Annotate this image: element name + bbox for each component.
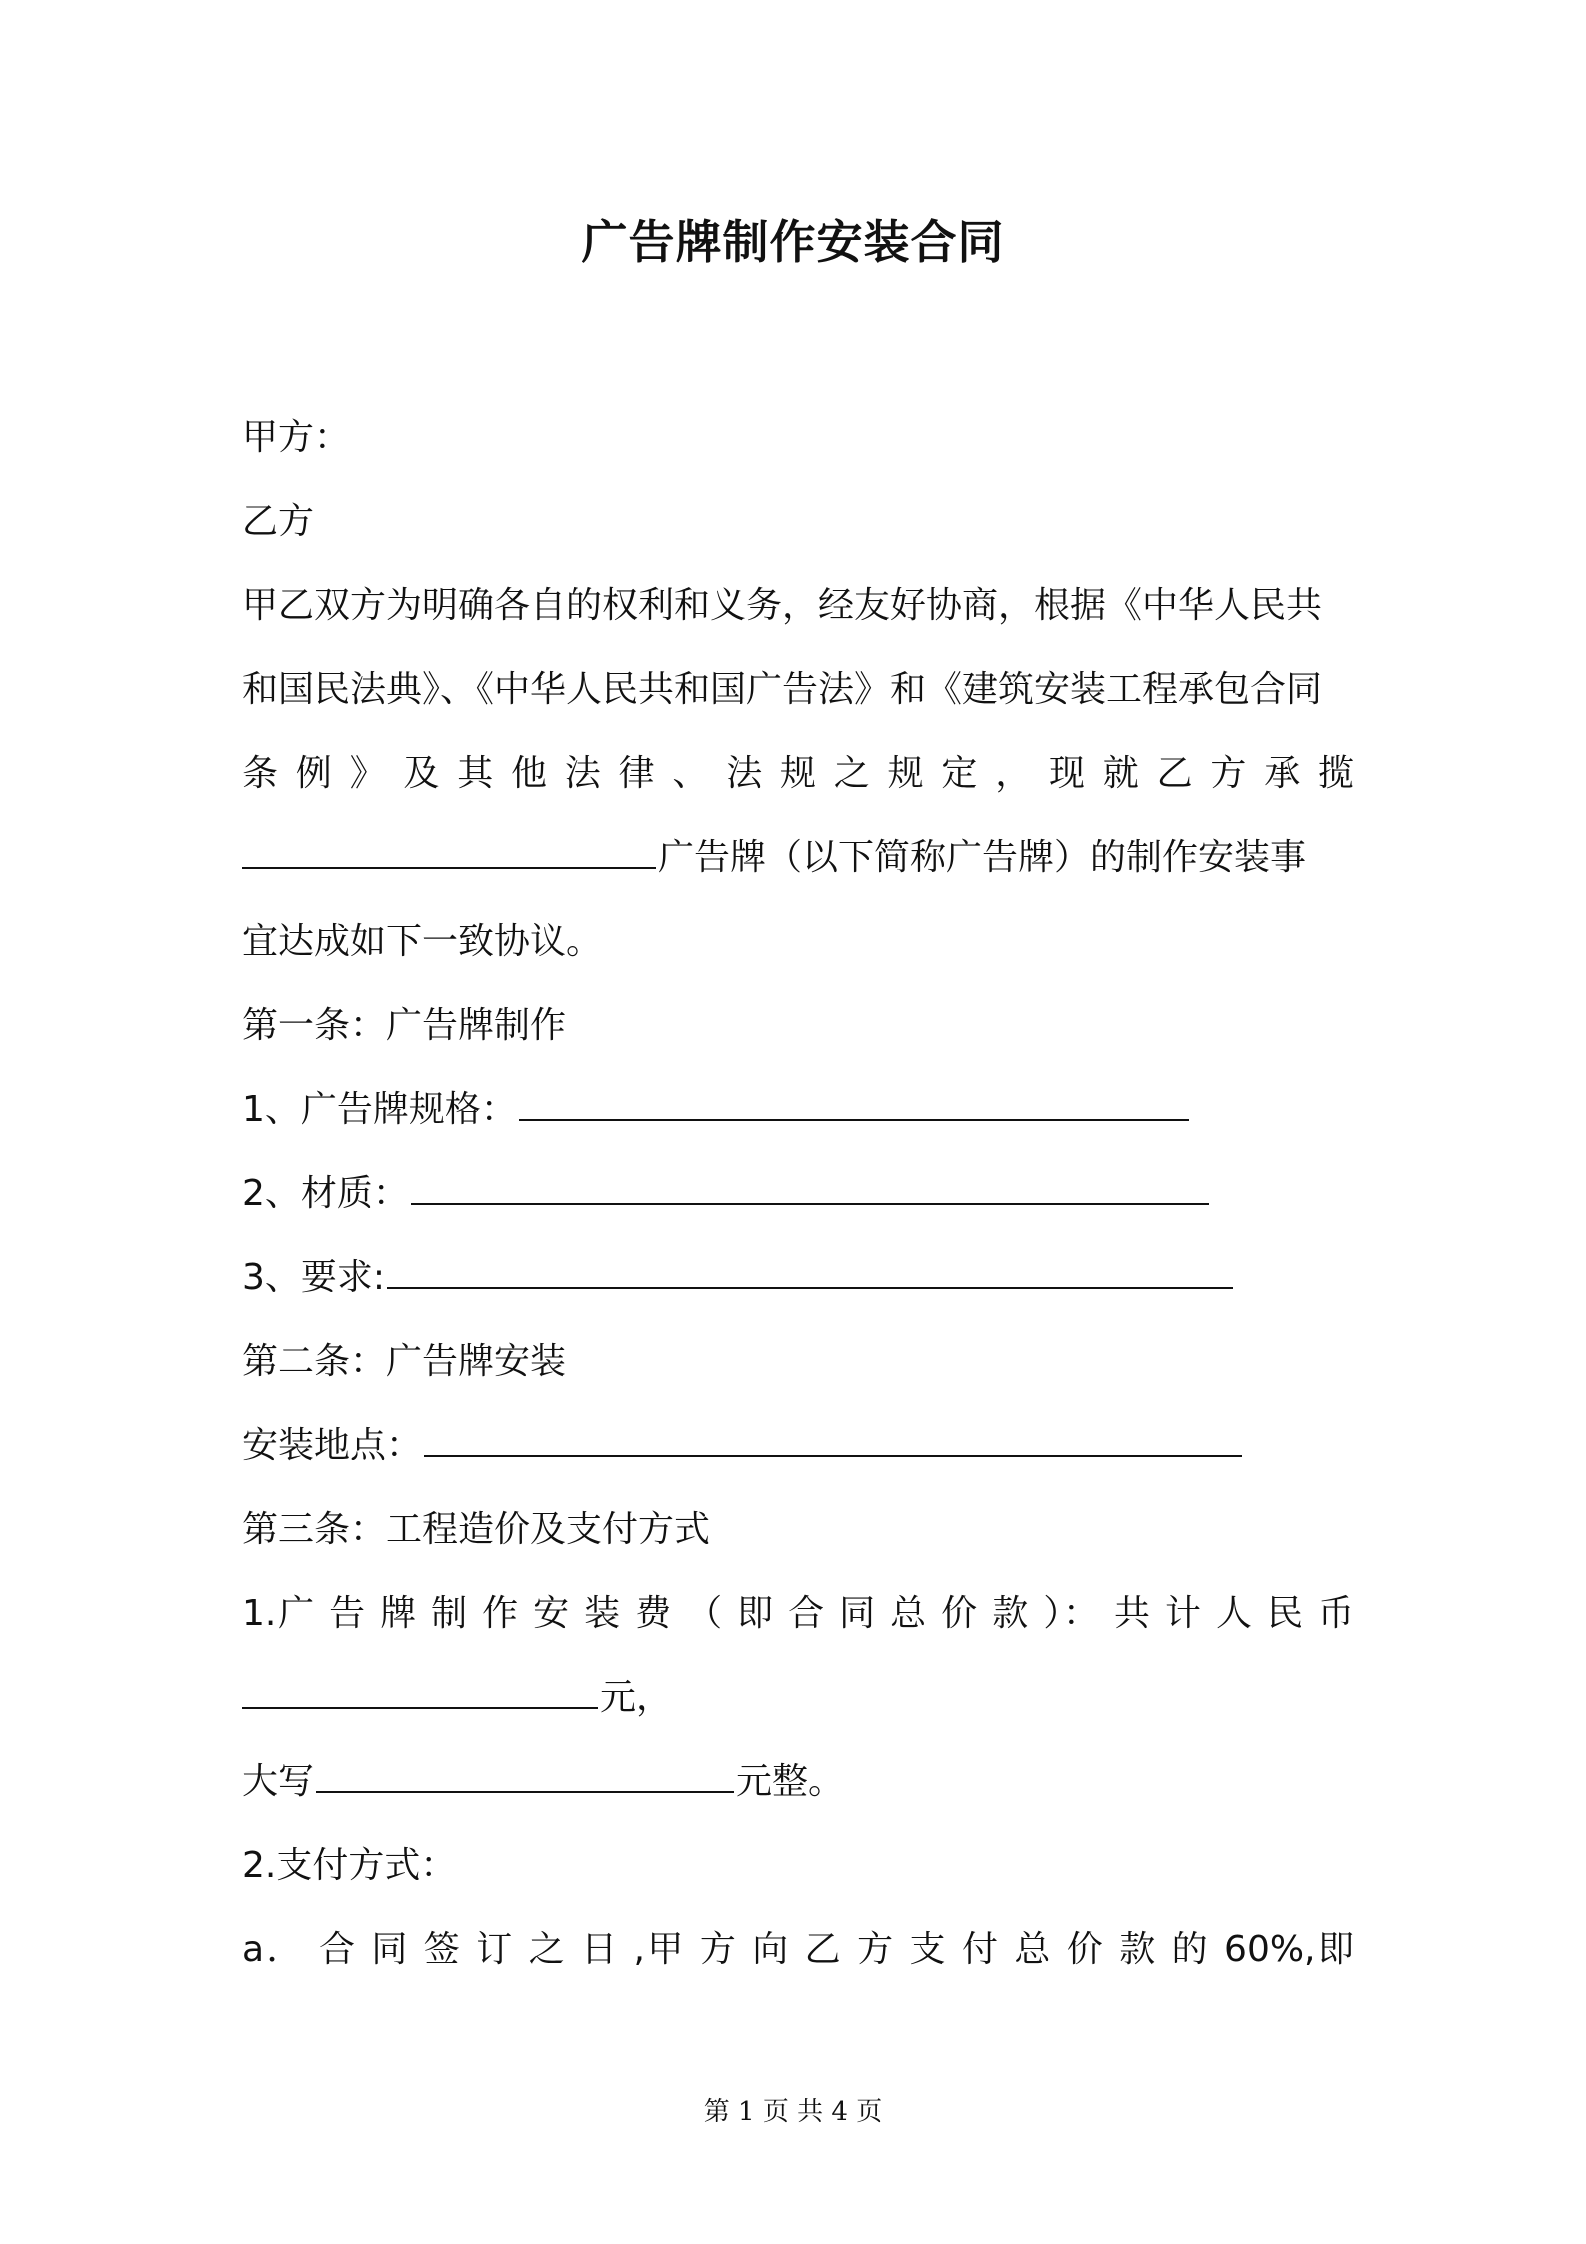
article1-heading: 第一条：广告牌制作 xyxy=(242,1005,567,1046)
preamble-line-3: 条 例 》 及 其 他 法 律 、 法 规 之 规 定 ， 现 就 乙 方 承 揽 xyxy=(242,753,1354,794)
requirement-blank xyxy=(387,1251,1233,1289)
spec-label: 1、广告牌规格： xyxy=(242,1089,517,1130)
preamble-line-5: 宜达成如下一致协议。 xyxy=(242,921,603,962)
daxie-suffix: 元整。 xyxy=(736,1761,845,1802)
project-name-blank xyxy=(242,831,656,869)
document-body xyxy=(242,396,1354,1992)
preamble-line-4-text: 广告牌（以下简称广告牌）的制作安装事 xyxy=(658,837,1307,878)
payment-heading: 2.支付方式： xyxy=(242,1845,457,1886)
requirement-row xyxy=(242,1236,1354,1320)
daxie-label: 大写 xyxy=(242,1761,315,1802)
preamble-line-1: 甲乙双方为明确各自的权利和义务，经友好协商，根据《中华人民共 xyxy=(242,585,1323,626)
article2-heading: 第二条：广告牌安装 xyxy=(242,1341,567,1382)
preamble-line-2: 和国民法典》、《中华人民共和国广告法》和《建筑安装工程承包合同 xyxy=(242,669,1323,710)
yuan-suffix: 元， xyxy=(600,1677,673,1718)
location-label: 安装地点： xyxy=(242,1425,423,1466)
party-a-label: 甲方： xyxy=(242,417,351,458)
document-title: 广告牌制作安装合同 xyxy=(581,215,1005,269)
preamble-line-4 xyxy=(242,816,1354,900)
location-blank xyxy=(424,1419,1242,1457)
amount-blank xyxy=(242,1671,598,1709)
spec-blank xyxy=(519,1083,1189,1121)
party-b-label: 乙方 xyxy=(242,501,315,542)
material-row xyxy=(242,1152,1354,1236)
fee-line: 1.广 告 牌 制 作 安 装 费 （ 即 合 同 总 价 款 ）： 共 计 人 民 币 xyxy=(242,1593,1354,1634)
article3-heading: 第三条：工程造价及支付方式 xyxy=(242,1509,711,1550)
payment-a: a． 合 同 签 订 之 日 ,甲 方 向 乙 方 支 付 总 价 款 的 60%,即 xyxy=(242,1929,1354,1970)
requirement-label: 3、要求: xyxy=(242,1257,386,1298)
daxie-blank xyxy=(316,1755,734,1793)
spec-row xyxy=(242,1068,1354,1152)
material-label: 2、材质： xyxy=(242,1173,409,1214)
location-row xyxy=(242,1404,1354,1488)
page-number: 第 1 页 共 4 页 xyxy=(703,2097,883,2127)
material-blank xyxy=(411,1167,1209,1205)
yuan-row xyxy=(242,1656,1354,1740)
daxie-row xyxy=(242,1740,1354,1824)
